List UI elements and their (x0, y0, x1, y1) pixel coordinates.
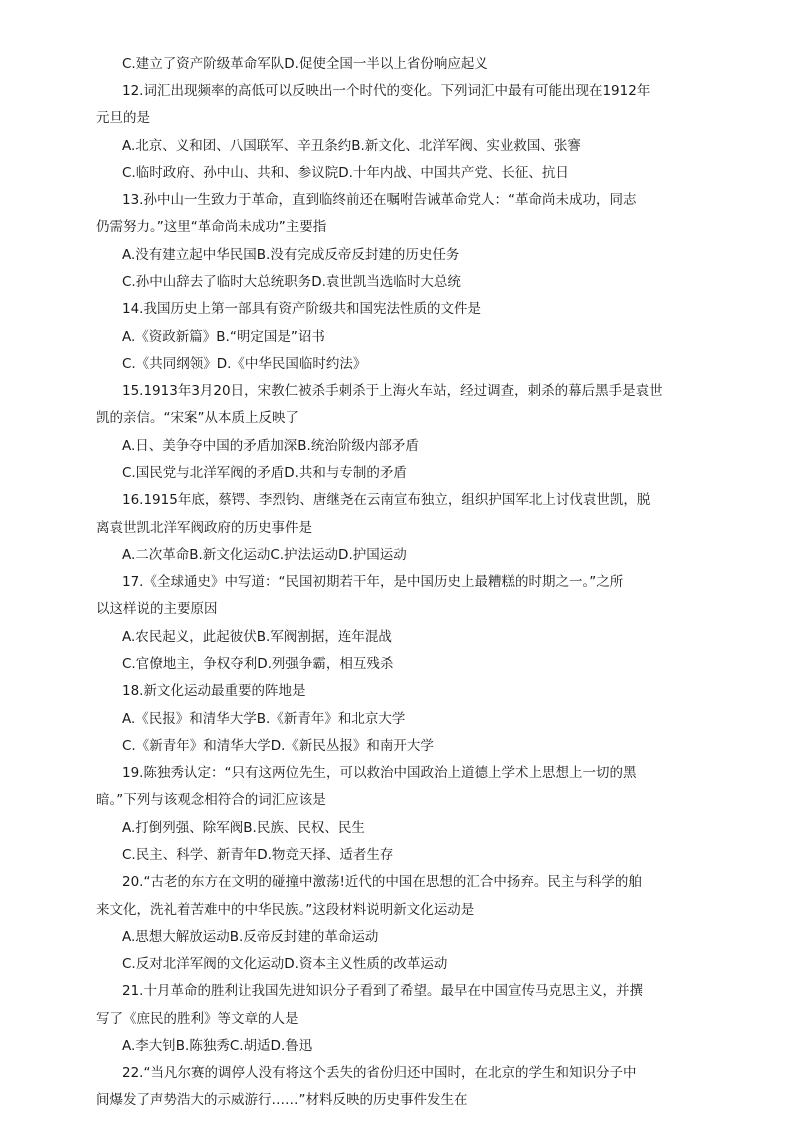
question-text: 以这样说的主要原因 (96, 601, 218, 617)
option-line: A.没有建立起中华民国B.没有完成反帝反封建的历史任务 (122, 247, 460, 263)
option-line: A.日、美争夺中国的矛盾加深B.统治阶级内部矛盾 (122, 438, 419, 454)
question-text: 元旦的是 (96, 110, 150, 126)
option-line: A.打倒列强、除军阀B.民族、民权、民生 (122, 820, 365, 836)
question-20: 20.“古老的东方在文明的碰撞中激荡!近代的中国在思想的汇合中扬弃。民主与科学的舶 (122, 874, 642, 890)
question-16: 16.1915年底，蔡锷、李烈钧、唐继尧在云南宣布独立，组织护国军北上讨伐袁世凯，脱 (122, 492, 651, 508)
question-18: 18.新文化运动最重要的阵地是 (122, 683, 306, 699)
option-line: C.《新青年》和清华大学D.《新民丛报》和南开大学 (122, 738, 434, 754)
question-text: 来文化，洗礼着苦难中的中华民族。”这段材料说明新文化运动是 (96, 902, 475, 918)
question-text: 离袁世凯北洋军阀政府的历史事件是 (96, 520, 312, 536)
question-19: 19.陈独秀认定：“只有这两位先生，可以救治中国政治上道德上学术上思想上一切的黑 (122, 765, 637, 781)
question-15: 15.1913年3月20日，宋教仁被杀手刺杀于上海火车站，经过调查，刺杀的幕后黑手是袁世 (122, 383, 663, 399)
question-21: 21.十月革命的胜利让我国先进知识分子看到了希望。最早在中国宣传马克思主义，并撰 (122, 983, 643, 999)
option-line: C.建立了资产阶级革命军队D.促使全国一半以上省份响应起义 (122, 56, 488, 72)
option-line: C.国民党与北洋军阀的矛盾D.共和与专制的矛盾 (122, 465, 407, 481)
option-line: C.官僚地主，争权夺利D.列强争霸，相互残杀 (122, 656, 394, 672)
question-text: 间爆发了声势浩大的示威游行……”材料反映的历史事件发生在 (96, 1092, 468, 1108)
option-line: C.民主、科学、新青年D.物竞天择、适者生存 (122, 847, 394, 863)
option-line: A.李大钊B.陈独秀C.胡适D.鲁迅 (122, 1038, 313, 1054)
option-line: C.临时政府、孙中山、共和、参议院D.十年内战、中国共产党、长征、抗日 (122, 165, 569, 181)
question-14: 14.我国历史上第一部具有资产阶级共和国宪法性质的文件是 (122, 301, 481, 317)
option-line: A.思想大解放运动B.反帝反封建的革命运动 (122, 929, 379, 945)
question-text: 写了《庶民的胜利》等文章的人是 (96, 1011, 299, 1027)
option-line: C.反对北洋军阀的文化运动D.资本主义性质的改革运动 (122, 956, 448, 972)
question-12: 12.词汇出现频率的高低可以反映出一个时代的变化。下列词汇中最有可能出现在1912年 (122, 83, 651, 99)
option-line: A.《民报》和清华大学B.《新青年》和北京大学 (122, 711, 406, 727)
question-22: 22.“当凡尔赛的调停人没有将这个丢失的省份归还中国时，在北京的学生和知识分子中 (122, 1065, 637, 1081)
question-text: 凯的亲信。“宋案”从本质上反映了 (96, 410, 299, 426)
option-line: C.孙中山辞去了临时大总统职务D.袁世凯当选临时大总统 (122, 274, 461, 290)
question-text: 仍需努力。”这里“革命尚未成功”主要指 (96, 219, 327, 235)
question-text: 暗。”下列与该观念相符合的词汇应该是 (96, 792, 326, 808)
option-line: A.《资政新篇》B.“明定国是”诏书 (122, 329, 325, 345)
option-line: C.《共同纲领》D.《中华民国临时约法》 (122, 356, 367, 372)
option-line: A.北京、义和团、八国联军、辛丑条约B.新文化、北洋军阀、实业救国、张謇 (122, 138, 581, 154)
option-line: A.二次革命B.新文化运动C.护法运动D.护国运动 (122, 547, 407, 563)
option-line: A.农民起义，此起彼伏B.军阀割据，连年混战 (122, 629, 392, 645)
question-17: 17.《全球通史》中写道：“民国初期若干年，是中国历史上最糟糕的时期之一。”之所 (122, 574, 624, 590)
question-13: 13.孙中山一生致力于革命，直到临终前还在嘱咐告诫革命党人：“革命尚未成功，同志 (122, 192, 637, 208)
